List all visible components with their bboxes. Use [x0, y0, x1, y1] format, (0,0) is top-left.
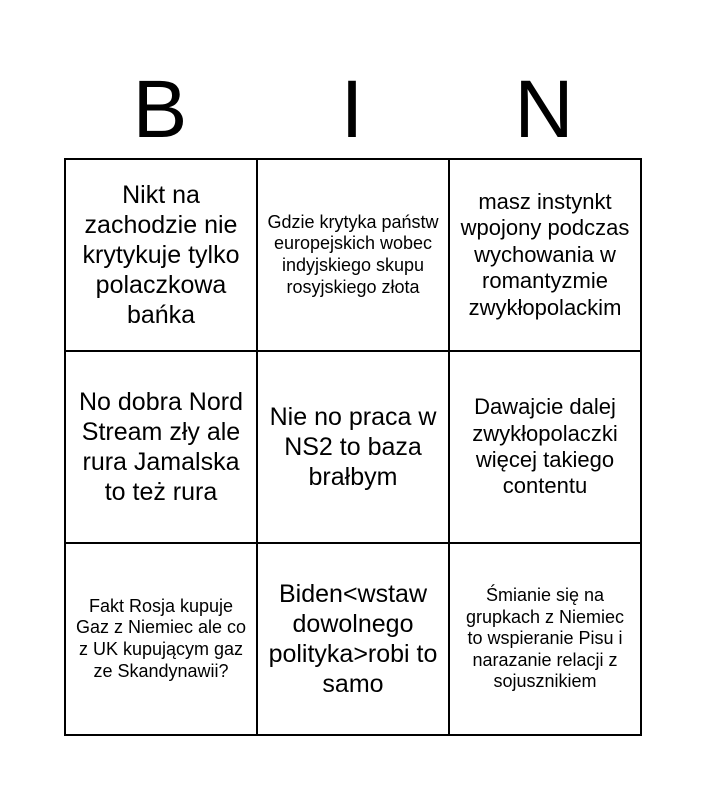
bingo-cell-5[interactable] [258, 352, 450, 544]
bingo-cell-3[interactable] [450, 160, 642, 352]
header-letter-i: I [340, 64, 364, 155]
bingo-cell-1[interactable] [66, 160, 258, 352]
bingo-cell-text: No dobra Nord Stream zły ale rura Jamalska to też rura [79, 388, 243, 506]
bingo-cell-6[interactable] [450, 352, 642, 544]
bingo-header [64, 62, 642, 158]
bingo-cell-8[interactable] [258, 544, 450, 736]
bingo-cell-text: Śmianie się na grupkach z Niemiec to wspieranie Pisu i narazanie relacji z sojusznikiem [465, 585, 625, 692]
bingo-cell-text: Dawajcie dalej zwykłopolaczki więcej takiego contentu [472, 394, 618, 499]
bingo-cell-text: masz instynkt wpojony podczas wychowania w romantyzmie zwykłopolackim [460, 189, 630, 320]
bingo-cell-text: Fakt Rosja kupuje Gaz z Niemiec ale co z UK kupującym gaz ze Skandynawii? [75, 595, 247, 681]
bingo-cell-text: Nie no praca w NS2 to baza brałbym [269, 403, 437, 491]
bingo-cell-4[interactable] [66, 352, 258, 544]
bingo-board [64, 158, 642, 736]
bingo-cell-text: Nikt na zachodzie nie krytykuje tylko polaczkowa bańka [82, 181, 240, 329]
bingo-cell-text: Biden<wstaw dowolnego polityka>robi to samo [268, 580, 438, 698]
bingo-cell-text: Gdzie krytyka państw europejskich wobec indyjskiego skupu rosyjskiego złota [267, 211, 439, 297]
header-letter-b: B [132, 64, 188, 155]
bingo-cell-2[interactable] [258, 160, 450, 352]
header-letter-n: N [514, 64, 574, 155]
bingo-cell-9[interactable] [450, 544, 642, 736]
bingo-cell-7[interactable] [66, 544, 258, 736]
